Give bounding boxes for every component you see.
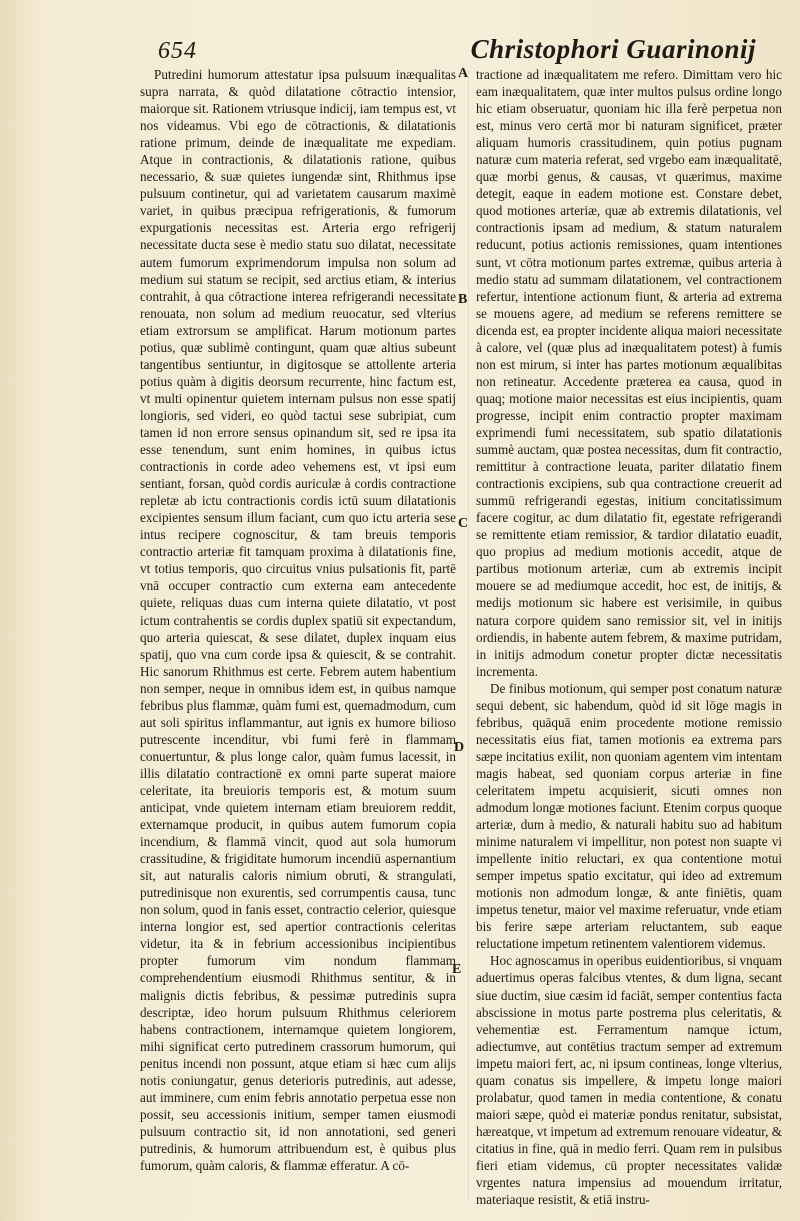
left-paragraph-1: Putredini humorum attestatur ipsa pulsuum inæqualitas supra narrata, & quòd dilatatione cōtractio intensior, maiorque sit. Rationem vtriusque indicij, iam tempus est, vt nos videamus. Vbi ego de cōtractionis, & dilatationis ratione primum, deinde de inæqualitate me expediam. Atque in contractionis, & dilatationis ratione, quibus necessario, & suæ quietes iungendæ sint, Rhithmus ipse pulsuum continetur, qui ad varietatem causarum maximè variet, in quibus præcipua refrigerationis, & fumorum expurgationis necessitas est. Arteria ergo refrigerij necessitate ducta sese è medio statu suo dilatat, necessitate autem fumorum exprimendorum impulsa non solum ad medium sui statum se recipit, sed arctius etiam, & interius contrahit, à qua cōtractione interea refrigerandi necessitate renouata, non solum ad medium reuocatur, sed vlterius etiam extrorsum se amplificat. Harum motionum partes potius, quæ sublimè contingunt, quam quæ altius subeunt tangentibus sentiuntur, in digitosque se attollente arteria potius quàm à digitis deorsum recurrente, hinc factum est, vt multi opinentur quietem internam pulsus non esse spatij longioris, sed videri, eo quòd tactui sese subripiat, cum tamen id non errore sensus opinandum sit, sed re ipsa ita esse tenendum, sunt enim homines, in quibus ictus contractionis in corde adeo vehemens est, vt ipsi eum sentiant, forsan, quòd cordis auriculæ à cordis contractione repletæ ab ictu contractionis cordis ictū suum dilatationis excipientes sensum illum faciant, cum quo ictu arteria sese intus recipere cognoscitur, & tam breuis temporis contractio arteriæ fit tamquam proxima à dilatationis fine, vt totius temporis, quo circuitus vnius pulsationis fit, partē vnā occuper contractio cum externa eam antecedente quiete, reliquas duas cum interna quiete dilatatio, vt post ictum contrahentis se cordis duplex spatiū sit expectandum, quo arteria quiescat, & sese dilatet, duplex inquam eius spatij, quo vna cum corde ipsa & quiescit, & se contrahit. Hic sanorum Rhithmus est certe. Febrem autem habentium non semper, neque in omnibus idem est, in quibus namque febribus plus flammæ, quàm fumi est, quemadmodum, cum aut soli spiritus inflammantur, aut ignis ex humore bilioso putrescente incenditur, vbi fumi ferè in flammam conuertuntur, & plus longe calor, quàm fumus lacessit, in illis dilatatio contractionē ex omni parte superat maiore celeritate, ita breuioris temporis est, & motum suum anticipat, vnde quietem internam etiam breuiorem reddit, externamque producit, in quibus autem fumorum copia incendium, & flammā vincit, quod aut sola humorum crassitudine, & frigiditate humorum incendiū aspernantium sit, aut naturalis caloris nimium obruti, & strangulati, putredinisque non exurentis, sed corrumpentis causa, tunc non solum, quod in fanis esset, contractio celerior, quiesque interna longior est, sed apertior contractionis celeritas videtur, ita & in febrium accessionibus incipientibus propter fumorum vim nondum flammam comprehendentium eiusmodi Rhithmus sentitur, & in malignis dictis febribus, & pessimæ putredinis supra descriptæ, ideo horum pulsuum Rhithmus celeriorem habens contractionem, internamque quietem longiorem, mihi significat certo putredinem crassorum humorum, qui penitus incendi non possunt, atque etiam si hæc cum alijs notis coniungatur, genus deterioris putredinis, aut adesse, aut imminere, cum enim febris annotatio perpetua esse non possit, seu accessionis initium, semper tamen eiusmodi pulsuum contractio sit, id non annotationi, sed generi putredinis, & humorum attribuendum est, è quibus plus fumorum, quàm caloris, & flammæ efferatur. A cō- xyxy=(140,67,456,1173)
left-column xyxy=(140,66,456,1174)
page-number: 654 xyxy=(158,38,197,64)
column-gutter xyxy=(468,70,469,1200)
margin-letter-a: A xyxy=(458,66,469,81)
right-column xyxy=(476,66,782,1208)
right-paragraph-3: Hoc agnoscamus in operibus euidentioribus, si vnquam aduertimus operas falcibus vtentes, & dum ligna, secant siue ductim, siue cæsim id faciāt, semper contentius facta abscissione in motus parte postrema plus celeritatis, & vehementiæ est. Ferramentum namque ictum, adiectumve, aut contētius tractum semper ad extremum impetu maiori fert, ac, ni ipsum contineas, longe vlterius, quam conatus sis impellere, & impetu longe maiori prolabatur, quod tamen in media contentione, & conatu maiori sæpe, quòd ei materiæ pondus renitatur, subsistat, hæreatque, vt impetum ad extremum renouare videatur, & citatius in fine, quā in medio ferri. Quam rem in pulsibus fieri etiam videmus, cū propter necessitates validæ vrgentes natura impensius ad mouendum irritatur, materiaque resistit, & etiā instru- xyxy=(476,953,782,1208)
right-paragraph-2: De finibus motionum, qui semper post conatum naturæ sequi debent, sic habendum, quòd id sit lōge magis in febribus, quāquā enim procedente motione remissio necessitatis eius fiat, tamen motionis ea extrema pars sæpe incitatius exilit, non quoniam agentem vim intentam magis habeat, sed quoniam corpus arteriæ in fine celeritatem impetu acquisierit, sicuti omnes non admodum longæ motiones faciunt. Etenim corpus quoque arteriæ, dum à medio, & naturali habitu suo ad habitum minime naturalem vi impellitur, non potest non suapte vi impellente initio reluctari, ex qua contentione motui semper impetus spatio excitatur, qui ideo ad extremum motionis non admodum longæ, & ante finiētis, quam impetus tenetur, maior vel maxime referuatur, vnde etiam bis ferire sæpe arteriam reluctantem, sub eaque reluctatione impetum retinentem valentiorem videmus. xyxy=(476,680,782,952)
right-paragraph-1: tractione ad inæqualitatem me refero. Dimittam vero hic eam inæqualitatem, quæ inter multos pulsus ordine longo hic etiam obseruatur, quoniam hic illa ferè perpetua non est, minus vero certā mor bi naturam significet, præter aliquam humoris crassitudinem, quin potius pugnam naturæ cum materia referat, sed vrgebo eam inæqualitatē, quæ morbi genus, & causas, vt quærimus, maxime detegit, eaque in eadem motione est. Constare debet, quod motiones arteriæ, quæ ab extremis dilatationis, vel contractionis ipsam ad medium, & statum naturalem reducunt, potius actionis remissiones, quam intentiones sunt, vt cōtra motionum partes extremæ, quibus arteria à medio statu ad summam dilatationem, vel contractionem refertur, intentione actionum fiunt, & arteria ad extrema se mouens agere, ad medium se referens remittere se dicenda est, ea propter incidente aliqua maiori necessitate à calore, vel (quæ plus ad inæqualitatem potest) à fumis non est mirum, si inter has partes motionum æqualibitas non retineatur. Accedente præterea ea causa, quod in quaq; motione maior necessitas est eius incipientis, quam progresse, incipit enim contractio propter maximam exprimendi fumi necessitatem, sub spatio dilatationis summè auctam, quæ postea necessitas, dum fit contractio, remittitur à contractione leuata, pariter dilatatio finem contractionis excipiens, sub qua contractione creuerit ad summū refrigerandi egestas, initium concitatissimum facere cogitur, ac dum dilatatio fit, egestate refrigerandi se remittente etiam remissior, & tardior dilatatio euadit, quo propius ad medium motionis accedit, atque de partibus motionum arteriæ, cum ab extremis incipit mouere se ad mediumque accedit, hoc est, de initijs, & medijs motionum sic habere est verisimile, in quibus natura corpore quidem sano remissior sit, vel in initijs ordiendis, in habente autem febrem, & maxime putridam, in initijs admodum conetur propter dictæ necessitatis incrementa. xyxy=(476,67,782,679)
margin-letter-c: C xyxy=(458,516,469,531)
margin-letter-e: E xyxy=(452,962,462,977)
margin-letter-d: D xyxy=(454,740,465,755)
margin-letter-b: B xyxy=(458,292,468,307)
running-title: Christophori Guarinonij xyxy=(470,34,756,64)
